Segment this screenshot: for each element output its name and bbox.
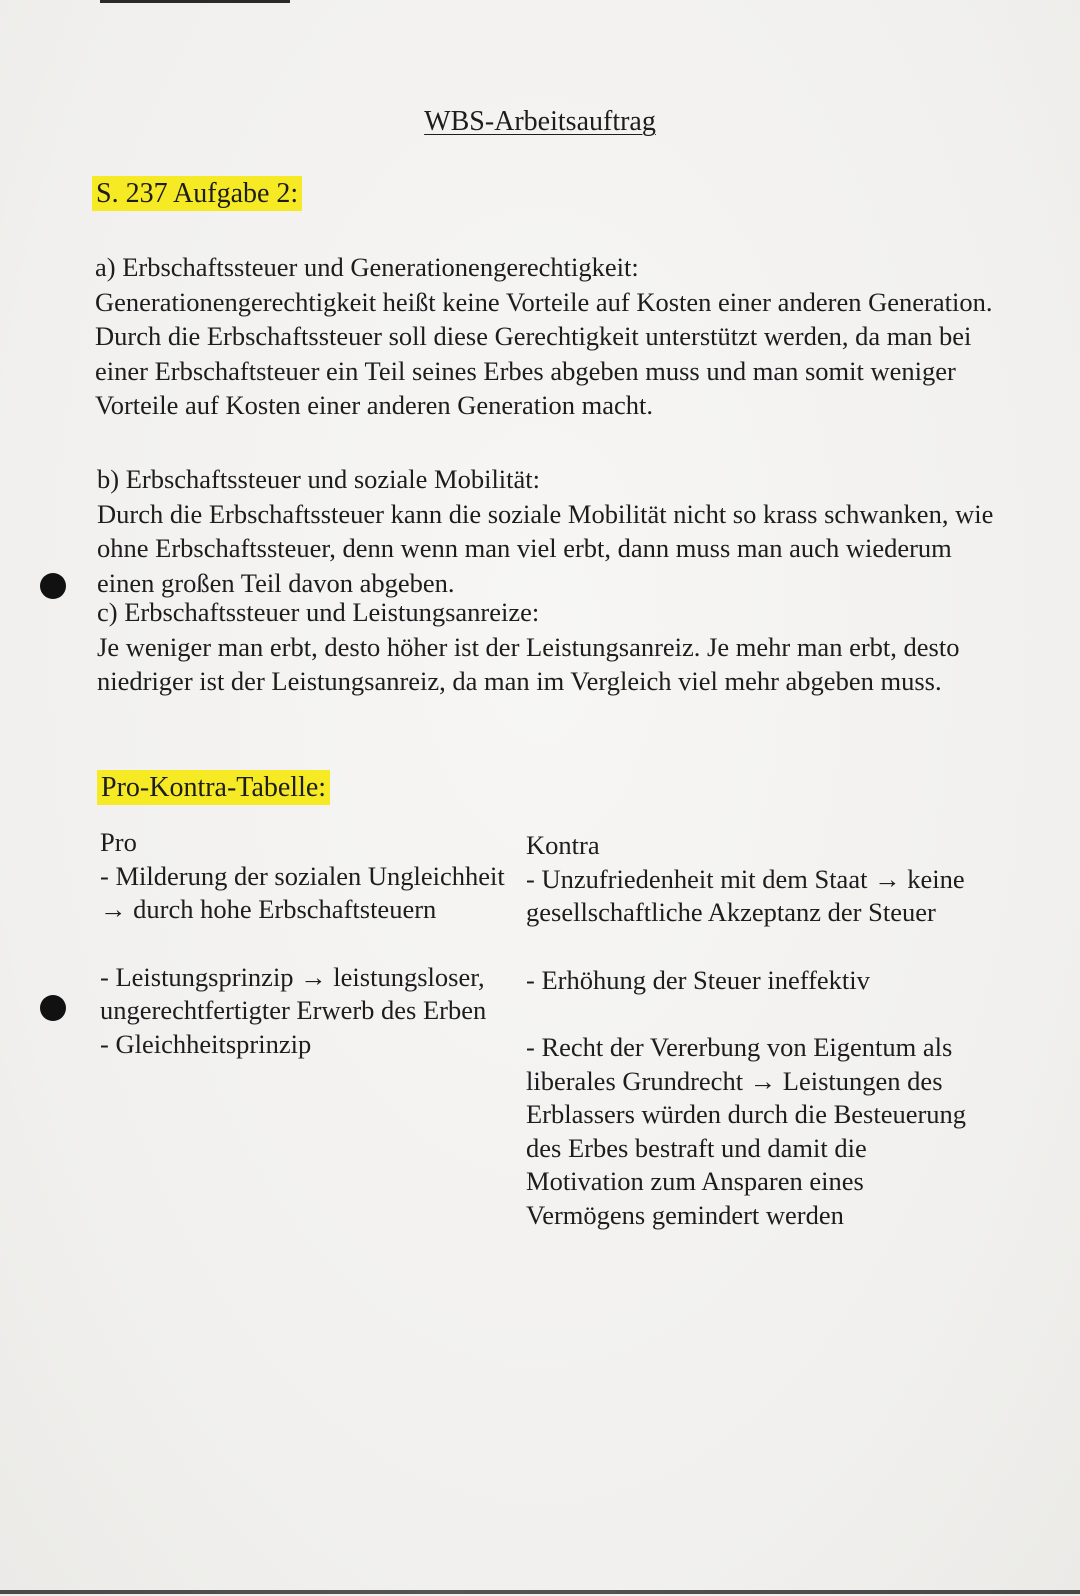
kontra-header: Kontra (526, 830, 600, 860)
part-c-text: Je weniger man erbt, desto höher ist der Leistungsanreiz. Je mehr man erbt, desto niedriger ist der Leistungsanreiz, da man im Vergleich viel mehr abgeben muss. (97, 631, 960, 696)
document-title: WBS-Arbeitsauftrag (424, 106, 656, 137)
kontra-item-3: - Recht der Vererbung von Eigentum als liberales Grundrecht → Leistungen des Erblassers würden durch die Besteuerung des Erbes bestraft und damit die Motivation zum Ansparen eines Vermögens gemindert werden (526, 1032, 967, 1230)
kontra-item-2: - Erhöhung der Steuer ineffektiv (526, 964, 870, 995)
part-c-heading: c) Erbschaftssteuer und Leistungsanreize: (97, 597, 540, 627)
punch-hole-top (40, 573, 66, 599)
kontra-item-1: - Unzufriedenheit mit dem Staat → keine gesellschaftliche Akzeptanz der Steuer (526, 863, 965, 927)
highlighted-heading: Pro-Kontra-Tabelle: (97, 770, 330, 805)
part-a (95, 250, 995, 423)
section-heading-aufgabe (92, 178, 302, 210)
pro-item-1: - Milderung der sozialen Ungleichheit → durch hohe Erbschaftsteuern (100, 860, 505, 924)
part-b-heading: b) Erbschaftssteuer und soziale Mobilität: (97, 464, 541, 494)
part-a-text: Generationengerechtigkeit heißt keine Vorteile auf Kosten einer anderen Generation. Durch die Erbschaftssteuer soll diese Gerechtigkeit unterstützt werden, da man bei einer Erbschaftsteuer ein Teil seines Erbes abgeben muss und man somit weniger Vorteile auf Kosten einer anderen Generation macht. (95, 286, 993, 420)
part-a-heading: a) Erbschaftssteuer und Generationengerechtigkeit: (95, 252, 639, 282)
section-heading-pro-kontra (97, 772, 330, 804)
highlighted-heading: S. 237 Aufgabe 2: (92, 176, 302, 211)
pro-header: Pro (100, 827, 137, 857)
page-bottom-edge (0, 1590, 1080, 1594)
part-c (97, 595, 997, 699)
part-b (97, 462, 997, 600)
pro-column (100, 826, 530, 1061)
kontra-column (526, 829, 986, 1232)
part-b-text: Durch die Erbschaftssteuer kann die soziale Mobilität nicht so krass schwanken, wie ohne Erbschaftssteuer, denn wenn man viel erbt, dann muss man auch wiederum einen großen Teil davon abgeben. (97, 498, 994, 598)
page-top-edge (100, 0, 290, 3)
pro-item-3: - Gleichheitsprinzip (100, 1028, 312, 1059)
pro-item-2: - Leistungsprinzip → leistungsloser, ungerechtfertigter Erwerb des Erben (100, 961, 487, 1025)
punch-hole-bottom (40, 995, 66, 1021)
